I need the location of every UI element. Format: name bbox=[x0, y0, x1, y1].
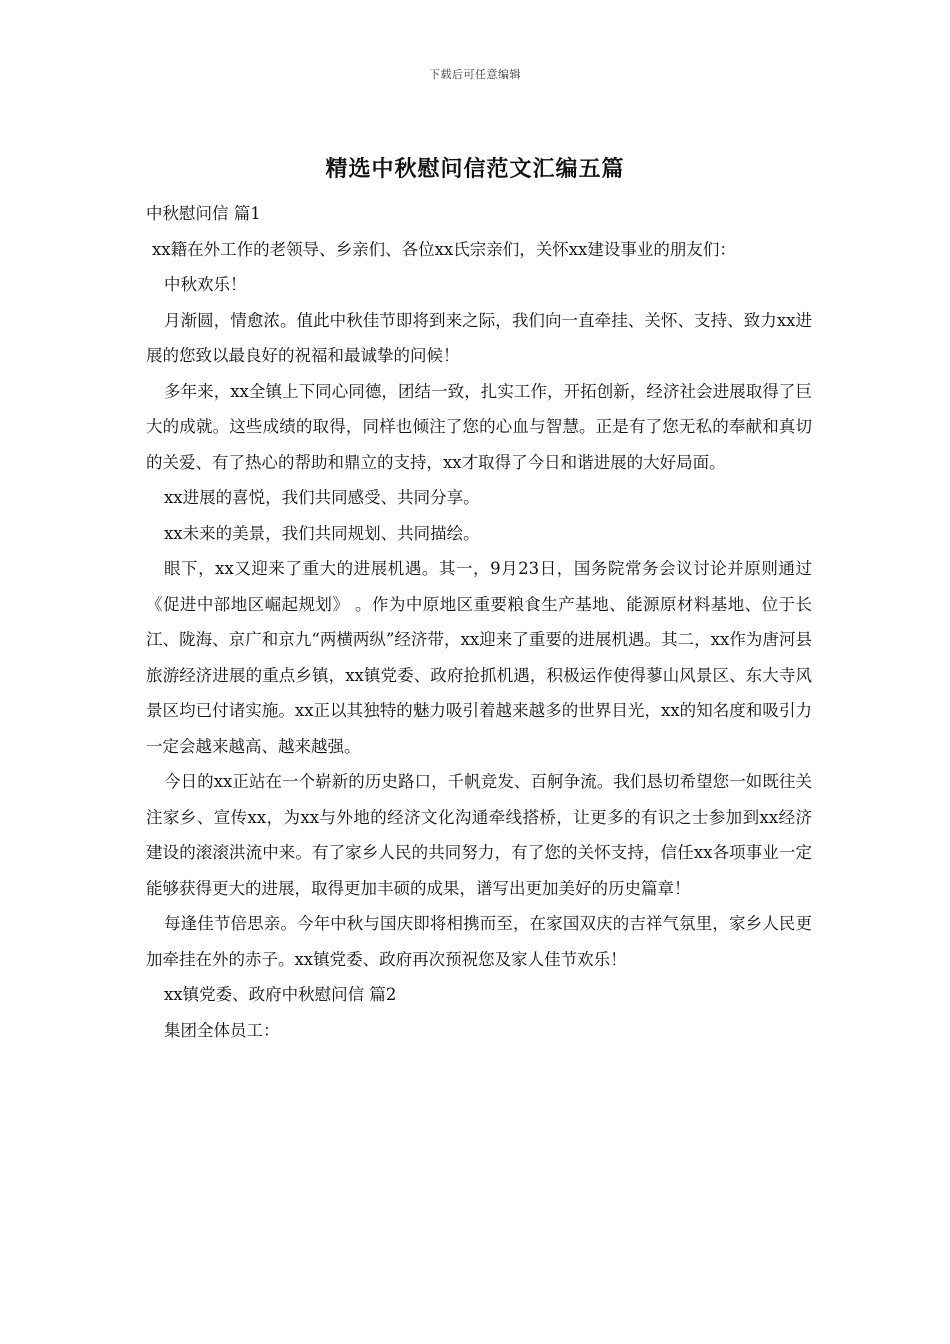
body-paragraph: 月渐圆，情愈浓。值此中秋佳节即将到来之际，我们向一直牵挂、关怀、支持、致力xx进展的您致以最良好的祝福和最诚挚的问候！ bbox=[146, 310, 812, 365]
salutation-paragraph: xx籍在外工作的老领导、乡亲们、各位xx氏宗亲们，关怀xx建设事业的朋友们： bbox=[152, 239, 736, 259]
body-paragraph: 今日的xx正站在一个崭新的历史路口，千帆竞发、百舸争流。我们恳切希望您一如既往关注家乡、宣传xx，为xx与外地的经济文化沟通牵线搭桥，让更多的有识之士参加到xx经济建设的滚滚洪流中来。有了家乡人民的共同努力，有了您的关怀支持，信任xx各项事业一定能够获得更大的进展，取得更加丰硕的成果，谱写出更加美好的历史篇章！ bbox=[146, 772, 812, 898]
section-heading: 中秋慰问信 篇1 bbox=[146, 204, 261, 223]
document-body bbox=[146, 196, 812, 1048]
document-title: 精选中秋慰问信范文汇编五篇 bbox=[325, 156, 625, 182]
body-paragraph: 多年来，xx全镇上下同心同德，团结一致，扎实工作，开拓创新，经济社会进展取得了巨大的成就。这些成绩的取得，同样也倾注了您的心血与智慧。正是有了您无私的奉献和真切的关爱、有了热心的帮助和鼎立的支持，xx才取得了今日和谐进展的大好局面。 bbox=[146, 381, 812, 472]
body-paragraph: xx进展的喜悦，我们共同感受、共同分享。 bbox=[164, 488, 480, 507]
body-paragraph: 每逢佳节倍思亲。今年中秋与国庆即将相携而至，在家国双庆的吉祥气氛里，家乡人民更加牵挂在外的赤子。xx镇党委、政府再次预祝您及家人佳节欢乐！ bbox=[146, 914, 812, 969]
greeting-paragraph: 中秋欢乐！ bbox=[164, 275, 247, 294]
header-note: 下载后可任意编辑 bbox=[429, 68, 521, 81]
section-heading: xx镇党委、政府中秋慰问信 篇2 bbox=[164, 985, 397, 1004]
body-paragraph: xx未来的美景，我们共同规划、共同描绘。 bbox=[164, 523, 480, 543]
body-paragraph: 眼下，xx又迎来了重大的进展机遇。其一，9月23日，国务院常务会议讨论并原则通过《促进中部地区崛起规划》 。作为中原地区重要粮食生产基地、能源原材料基地、位于长江、陇海、京广和京九“两横两纵”经济带，xx迎来了重要的进展机遇。其二，xx作为唐河县旅游经济进展的重点乡镇，xx镇党委、政府抢抓机遇，积极运作使得蓼山风景区、东大寺风景区均已付诸实施。xx正以其独特的魅力吸引着越来越多的世界目光，xx的知名度和吸引力一定会越来越高、越来越强。 bbox=[146, 559, 812, 756]
salutation-paragraph: 集团全体员工： bbox=[164, 1020, 280, 1040]
